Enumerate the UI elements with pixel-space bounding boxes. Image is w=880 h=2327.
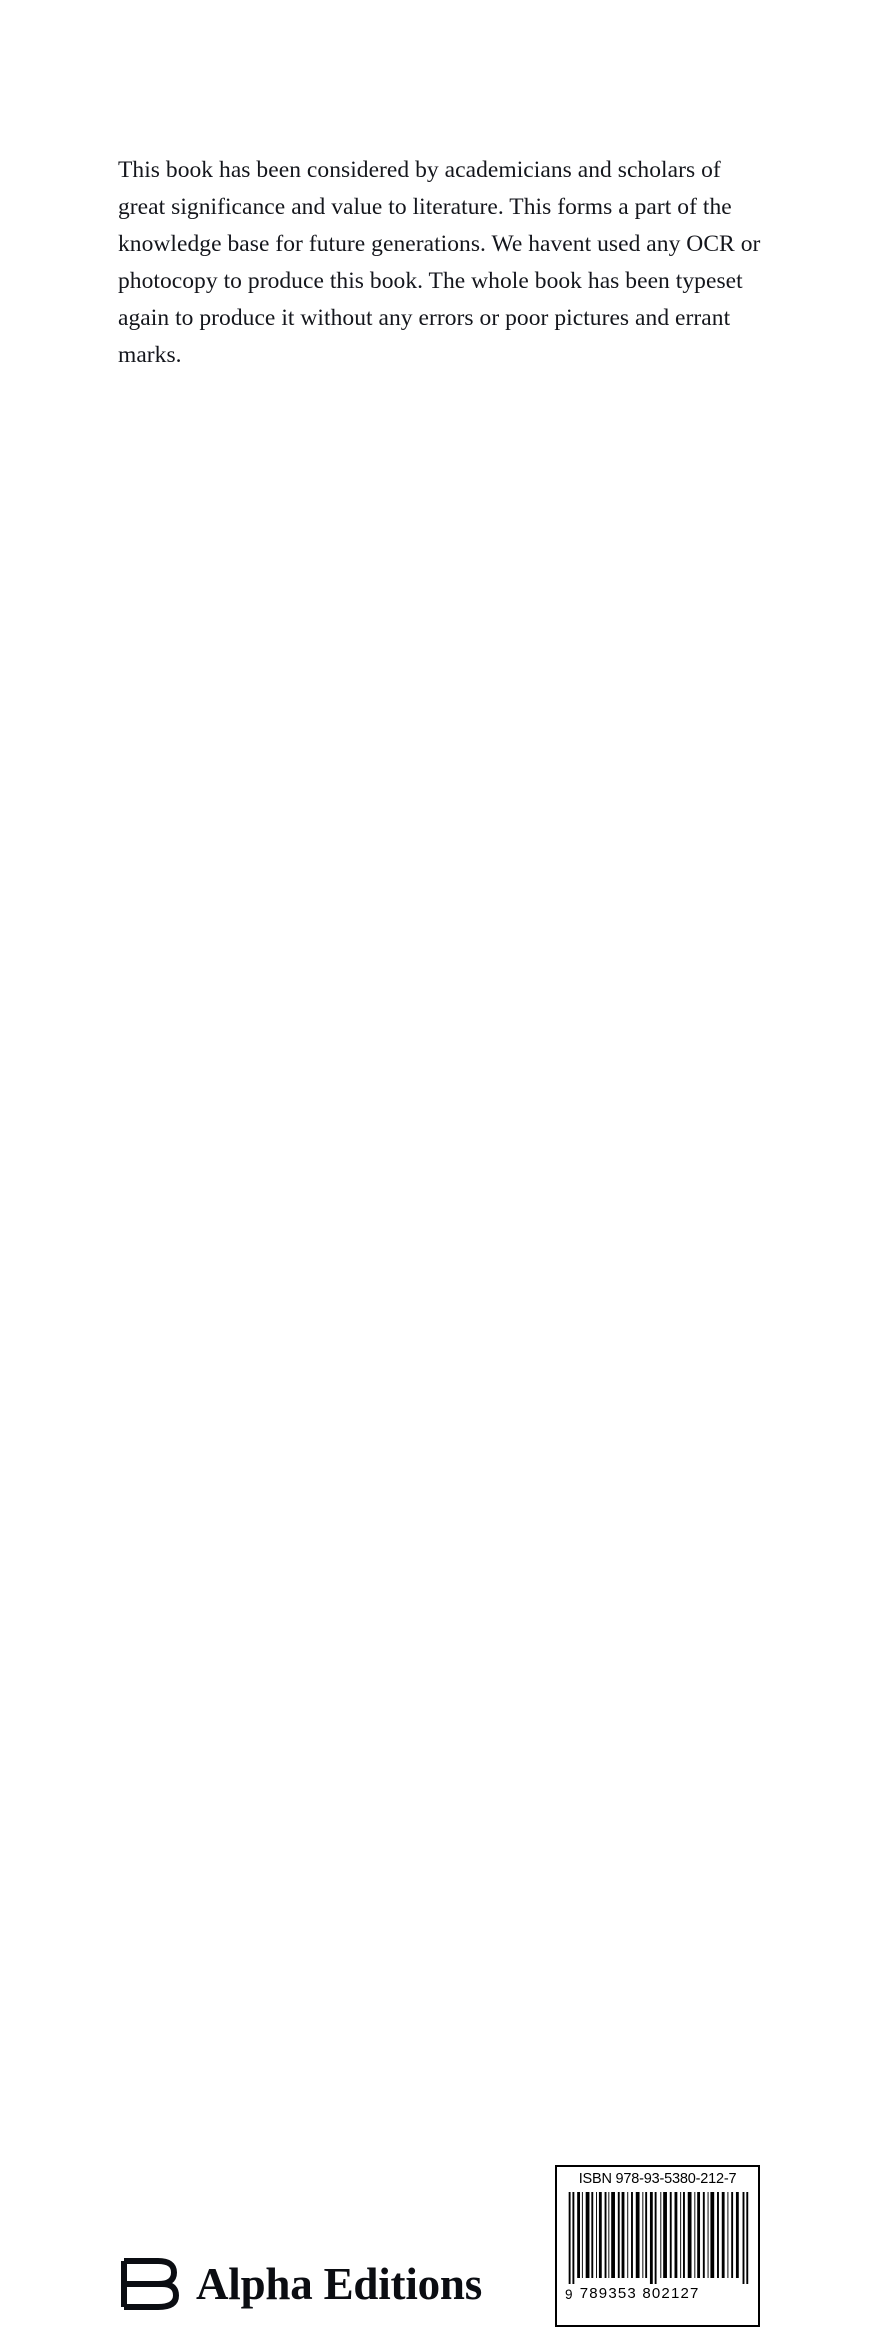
cover-footer [0,1060,880,2309]
barcode-digits [563,2285,752,2302]
blurb-text: This book has been considered by academicians and scholars of great significance and value to literature. This forms a part of the knowledge base for future generations. We havent used any OCR or photocopy to produce this book. The whole book has been typeset again to produce it without any errors or poor pictures and errant marks. [118,156,761,368]
publisher-brand [118,2255,482,2313]
barcode-digit-group: 789353 802127 [579,2284,700,2302]
ae-ligature-logo-icon [118,2255,180,2313]
publisher-name: Alpha Editions [196,2258,483,2309]
isbn-barcode-block [555,2165,760,2327]
isbn-label: ISBN 978-93-5380-212-7 [578,2171,737,2187]
barcode-lead-digit: 9 [565,2286,574,2302]
ean13-barcode-icon [563,2192,752,2284]
